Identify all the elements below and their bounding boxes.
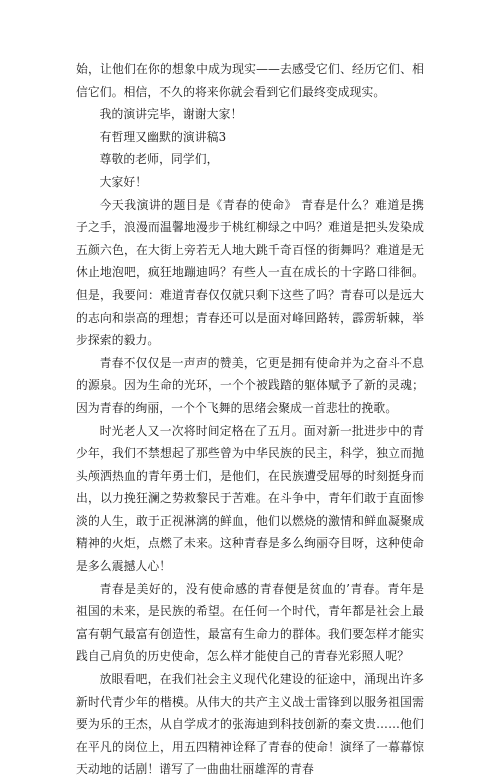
salutation: 尊敬的老师，同学们， xyxy=(99,152,219,167)
paragraph-body: 今天我演讲的题目是《青春的使命》 青春是什么？难道是携子之手，浪漫而温馨地漫步于桃红柳绿之中吗？难道是把头发染成五颜六色，在大街上旁若无人地大跳千奇百怪的街舞吗？难道是无休止地泡吧，疯狂地蹦迪吗？有些人一直在成长的十字路口徘徊。但是，我要问：难道青春仅仅就只剩下这些了吗？青春可以是远大的志向和崇高的理想；青春还可以是面对峰回路转，霹雳斩棘，举步探索的毅力。 xyxy=(76,197,424,348)
greeting: 大家好！ xyxy=(99,174,148,189)
paragraph-body: 时光老人又一次将时间定格在了五月。面对新一批进步中的青少年，我们不禁想起了那些曾为中华民族的民主，科学，独立而抛头颅洒热血的青年勇士们，是他们，在民族遭受屈辱的时刻挺身而出，以力挽狂澜之势救黎民于苦难。在斗争中，青年们敢于直面惨淡的人生，敢于正视淋漓的鲜血，他们以燃烧的激情和鲜血凝聚成精神的火炬，点燃了未来。这种青春是多么绚丽夺目呀，这种使命是多么震撼人心！ xyxy=(76,423,424,574)
paragraph-continuation: 始，让他们在你的想象中成为现实——去感受它们、经历它们、相信它们。相信，不久的将来你就会看到它们最终变成现实。 xyxy=(76,62,424,99)
document-body xyxy=(76,58,424,781)
paragraph-body: 青春不仅仅是一声声的赞美，它更是拥有使命并为之奋斗不息的源泉。因为生命的光环，一个个被践踏的躯体赋予了新的灵魂；因为青春的绚丽，一个个飞舞的思绪会聚成一首悲壮的挽歌。 xyxy=(76,355,424,415)
paragraph-body: 放眼看吧，在我们社会主义现代化建设的征途中，涌现出许多新时代青少年的楷模。从伟大的共产主义战士雷锋到以服务祖国需要为乐的王杰，从自学成才的张海迪到科技创新的秦文贵……他们在平凡的岗位上，用五四精神诠释了青春的使命！演绎了一幕幕惊天动地的话剧！谱写了一曲曲壮丽雄浑的青春 xyxy=(76,672,424,777)
speech-title: 有哲理又幽默的演讲稿3 xyxy=(99,129,227,144)
paragraph-body: 青春是美好的，没有使命感的青春便是贫血的’青春。青年是祖国的未来，是民族的希望。在任何一个时代，青年都是社会上最富有朝气最富有创造性，最富有生命力的群体。我们要怎样才能实践自己肩负的历史使命，怎么样才能使自己的青春光彩照人呢？ xyxy=(76,581,424,664)
paragraph-closing: 我的演讲完毕，谢谢大家！ xyxy=(99,107,243,122)
